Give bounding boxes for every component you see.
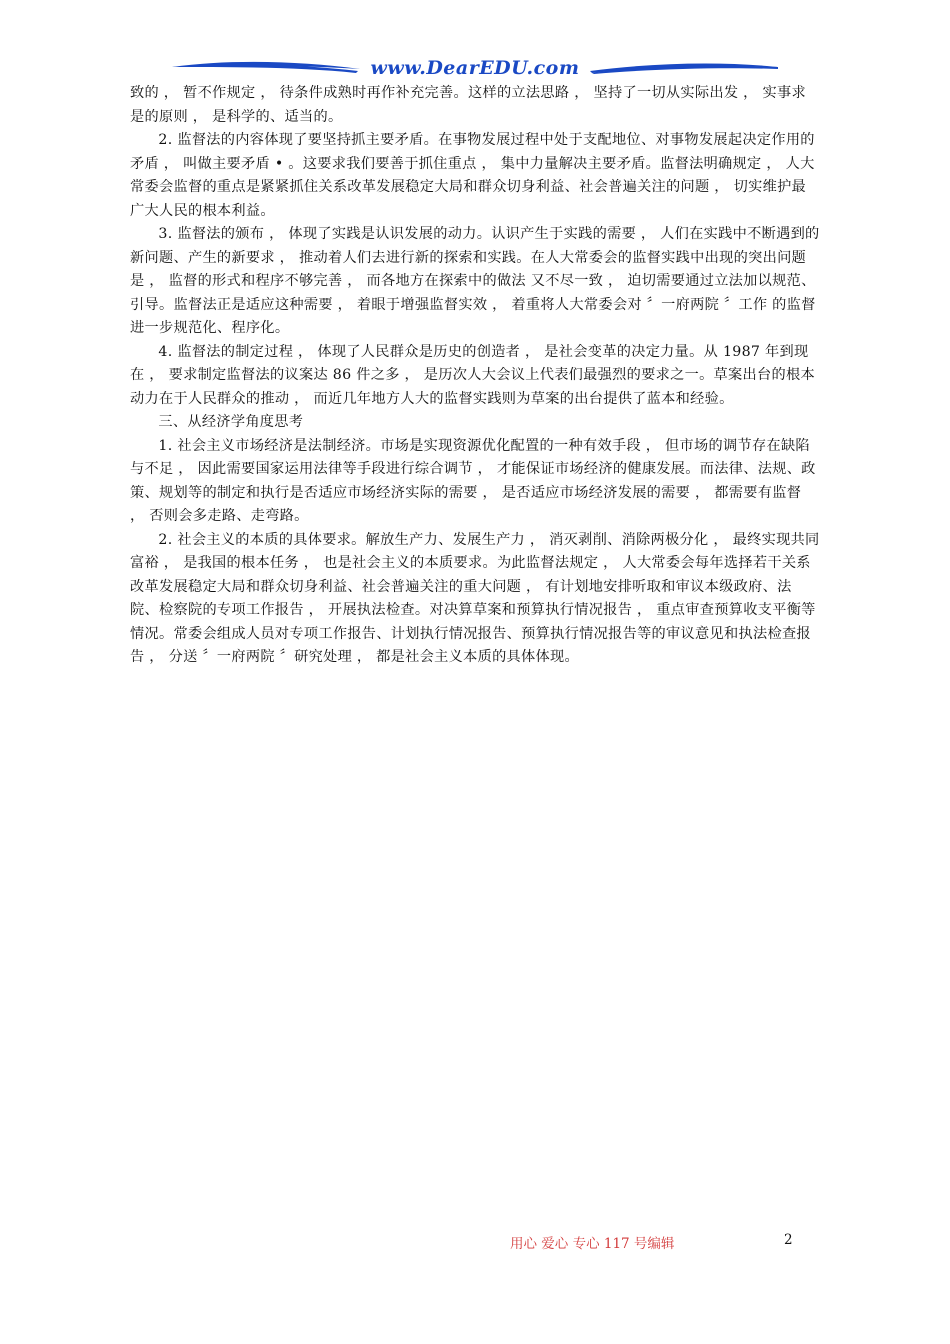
paragraph-economics-2: 2. 社会主义的本质的具体要求。解放生产力、发展生产力 ， 消灭剥削、消除两极分化 ， 最终实现共同富裕 ， 是我国的根本任务 ， 也是社会主义的本质要求。为此监督法规定 ， 人大常委会每年选择若干关系改革发展稳定大局和群众切身利益、社会普遍关注的重大问题 ， 有计划地安排听取和审议本级政府、法院、检察院的专项工作报告 ， 开展执法检查。对决算草案和预算执行情况报告 ， 重点审查预算收支平衡等情况。常委会组成人员对专项工作报告、计划执行情况报告、预算执行情况报告等的审议意见和执法检查报告 ， 分送 〞一府两院 〞研究处理 ， 都是社会主义本质的具体体现。	[130, 531, 820, 665]
paragraph-economics-1: 1. 社会主义市场经济是法制经济。市场是实现资源优化配置的一种有效手段 ， 但市场的调节存在缺陷与不足 ， 因此需要国家运用法律等手段进行综合调节 ， 才能保证市场经济的健康发展。而法律、法规、政策、规划等的制定和执行是否适应市场经济实际的需要 ， 是否适应市场经济发展的需要 ， 都需要有监督 ， 否则会多走路、走弯路。	[130, 437, 816, 524]
site-url[interactable]: www.DearEDU.com	[370, 57, 580, 79]
paragraph-item-4: 4. 监督法的制定过程 ， 体现了人民群众是历史的创造者 ， 是社会变革的决定力量。从 1987 年到现在 ， 要求制定监督法的议案达 86 件之多 ， 是历次人大会议上代表们最强烈的要求之一。草案出台的根本动力在于人民群众的推动 ， 而近几年地方人大的监督实践则为草案的出台提供了蓝本和经验。	[130, 343, 815, 407]
paragraph-item-3: 3. 监督法的颁布 ， 体现了实践是认识发展的动力。认识产生于实践的需要 ， 人们在实践中不断遇到的新问题、产生的新要求 ， 推动着人们去进行新的探索和实践。在人大常委会的监督实践中出现的突出问题是 ， 监督的形式和程序不够完善 ， 而各地方在探索中的做法 又不尽一致 ， 迫切需要通过立法加以规范、引导。监督法正是适应这种需要 ， 着眼于增强监督实效 ， 着重将人大常委会对 〞一府两院 〞工作 的监督进一步规范化、程序化。	[130, 226, 820, 336]
page-number: 2	[784, 1232, 793, 1248]
footer-credit: 用心 爱心 专心 117 号编辑	[510, 1236, 675, 1252]
document-body	[130, 82, 820, 670]
site-header	[170, 55, 780, 81]
paragraph-item-2: 2. 监督法的内容体现了要坚持抓主要矛盾。在事物发展过程中处于支配地位、对事物发展起决定作用的矛盾 ， 叫做主要矛盾 • 。这要求我们要善于抓住重点 ， 集中力量解决主要矛盾。监督法明确规定 ， 人大常委会监督的重点是紧紧抓住关系改革发展稳定大局和群众切身利益、社会普遍关注的问题 ， 切实维护最广大人民的根本利益。	[130, 132, 815, 219]
section-heading-economics: 三、从经济学角度思考	[158, 414, 304, 430]
paragraph-continuation: 致的 ， 暂不作规定 ， 待条件成熟时再作补充完善。这样的立法思路 ， 坚持了一切从实际出发 ， 实事求是的原则 ， 是科学的、适当的。	[130, 85, 806, 125]
